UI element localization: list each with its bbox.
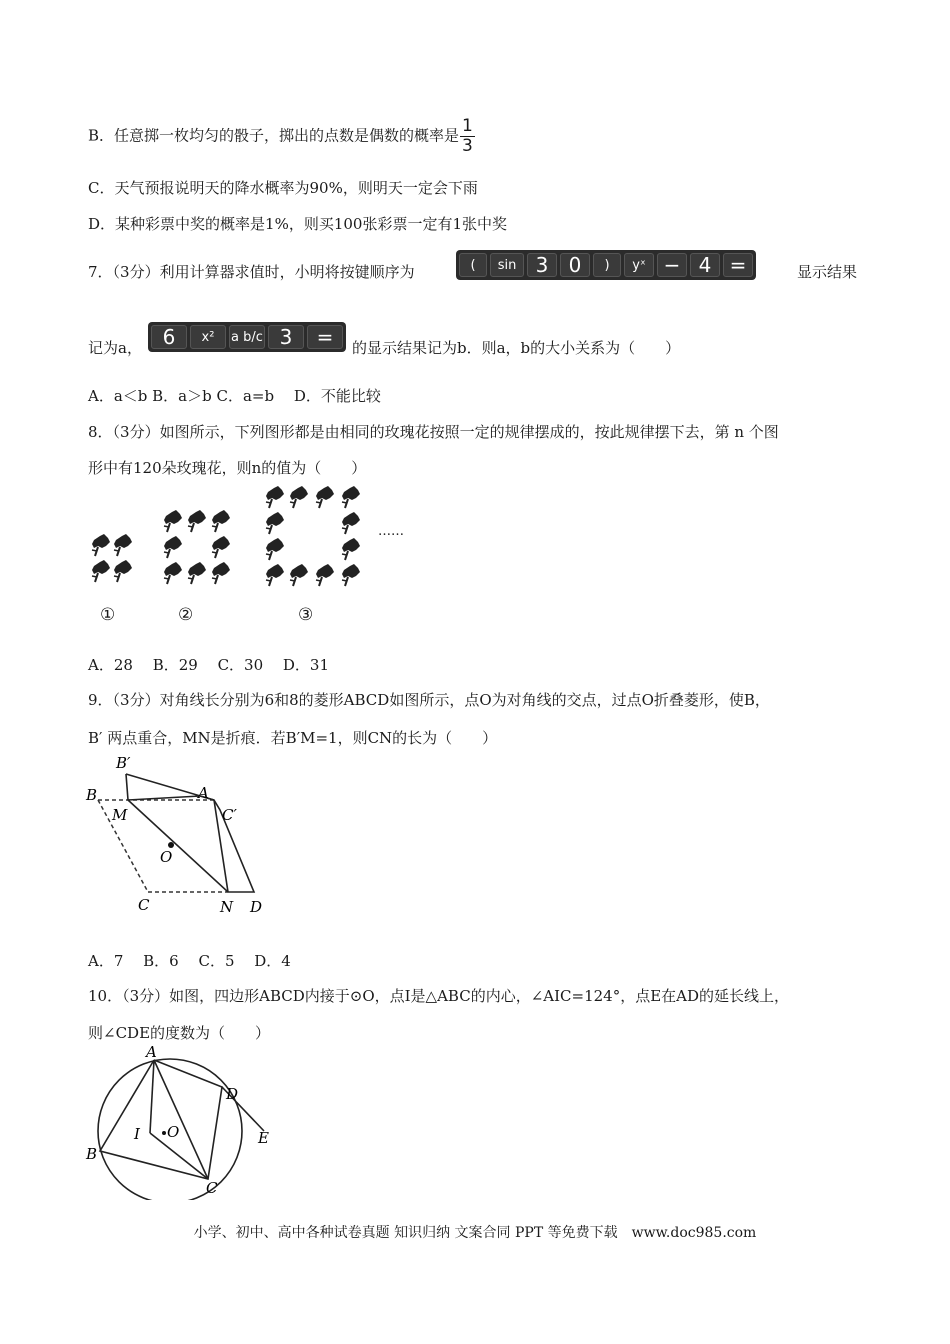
calculator-key: ( — [459, 253, 487, 277]
q8-stem-line2: 形中有120朵玫瑰花，则n的值为（ ） — [88, 459, 367, 477]
pattern-2 — [164, 510, 230, 584]
fraction-denominator: 3 — [462, 136, 473, 156]
q6-option-b — [88, 118, 475, 155]
calculator-key: 3 — [268, 325, 304, 349]
fraction-one-third — [460, 118, 475, 155]
label-d: D — [250, 898, 263, 916]
pattern-3 — [266, 486, 360, 586]
q10-stem-line1: 10．（3分）如图，四边形ABCD内接于⊙O，点I是△ABC的内心，∠AIC=124°，点E在AD的延长线上， — [88, 987, 790, 1005]
calculator-key: yˣ — [624, 253, 654, 277]
rose-pattern-figure — [80, 482, 440, 632]
calculator-key: ) — [593, 253, 621, 277]
q8-options: A．28 B．29 C．30 D．31 — [88, 656, 330, 674]
page-footer: 小学、初中、高中各种试卷真题 知识归纳 文案合同 PPT 等免费下载 www.doc985.com — [193, 1225, 757, 1241]
q10-stem-line2: 则∠CDE的度数为（ ） — [88, 1024, 271, 1042]
calculator-key: = — [723, 253, 753, 277]
calculator-key: x² — [190, 325, 226, 349]
label-b-prime: B′ — [116, 754, 131, 772]
key-row-b — [148, 322, 346, 352]
inscribed-quadrilateral-figure — [80, 1045, 290, 1200]
label-n: N — [220, 898, 234, 916]
label-c-prime: C′ — [222, 806, 237, 824]
fraction-numerator: 1 — [462, 116, 473, 136]
label-m: M — [112, 806, 128, 824]
figure-label-2: ② — [178, 605, 194, 625]
label-a: A — [146, 1045, 157, 1061]
calculator-key: 4 — [690, 253, 720, 277]
figure-label-3: ③ — [298, 605, 314, 625]
label-b: B — [86, 1145, 98, 1163]
calculator-key-sequence-b — [148, 322, 346, 352]
calculator-key: = — [307, 325, 343, 349]
calculator-key: 6 — [151, 325, 187, 349]
pattern-1 — [92, 534, 132, 582]
q7-line2-end: 的显示结果记为b．则a，b的大小关系为（ ） — [352, 339, 681, 357]
label-a: A — [198, 784, 209, 802]
label-c: C — [206, 1179, 218, 1197]
label-b: B — [86, 786, 98, 804]
label-e: E — [258, 1129, 269, 1147]
q7-options: A．a＜b B．a＞b C．a=b D．不能比较 — [88, 387, 381, 405]
calculator-key-sequence-a — [456, 250, 756, 280]
q9-stem-line2: B′ 两点重合，MN是折痕．若B′M=1，则CN的长为（ ） — [88, 729, 498, 747]
q6-option-b-text: B．任意掷一枚均匀的骰子，掷出的点数是偶数的概率是 — [88, 126, 460, 145]
label-c: C — [138, 896, 150, 914]
label-d: D — [226, 1085, 239, 1103]
calculator-key: sin — [490, 253, 524, 277]
q8-stem-line1: 8．（3分）如图所示，下列图形都是由相同的玫瑰花按照一定的规律摆成的，按此规律摆下去，第 n 个图 — [88, 423, 779, 441]
figure-label-1: ① — [100, 605, 116, 625]
q7-stem-end: 显示结果 — [797, 263, 858, 281]
label-o: O — [167, 1123, 180, 1141]
q6-option-c: C．天气预报说明天的降水概率为90%，则明天一定会下雨 — [88, 179, 478, 197]
pattern-ellipsis: …… — [378, 524, 404, 539]
label-i: I — [134, 1125, 140, 1143]
calculator-key: 0 — [560, 253, 590, 277]
rhombus-fold-figure — [80, 752, 280, 922]
q7-line2-start: 记为a， — [88, 339, 142, 357]
calculator-key: 3 — [527, 253, 557, 277]
q9-stem-line1: 9．（3分）对角线长分别为6和8的菱形ABCD如图所示，点O为对角线的交点，过点O折叠菱形，使B， — [88, 691, 770, 709]
calculator-key: a b/c — [229, 325, 265, 349]
q9-options: A．7 B．6 C．5 D．4 — [88, 952, 291, 970]
calculator-key: − — [657, 253, 687, 277]
label-o: O — [160, 848, 173, 866]
key-row-a — [456, 250, 756, 280]
q6-option-d: D．某种彩票中奖的概率是1%，则买100张彩票一定有1张中奖 — [88, 215, 507, 233]
q7-stem-start: 7．（3分）利用计算器求值时，小明将按键顺序为 — [88, 263, 415, 281]
